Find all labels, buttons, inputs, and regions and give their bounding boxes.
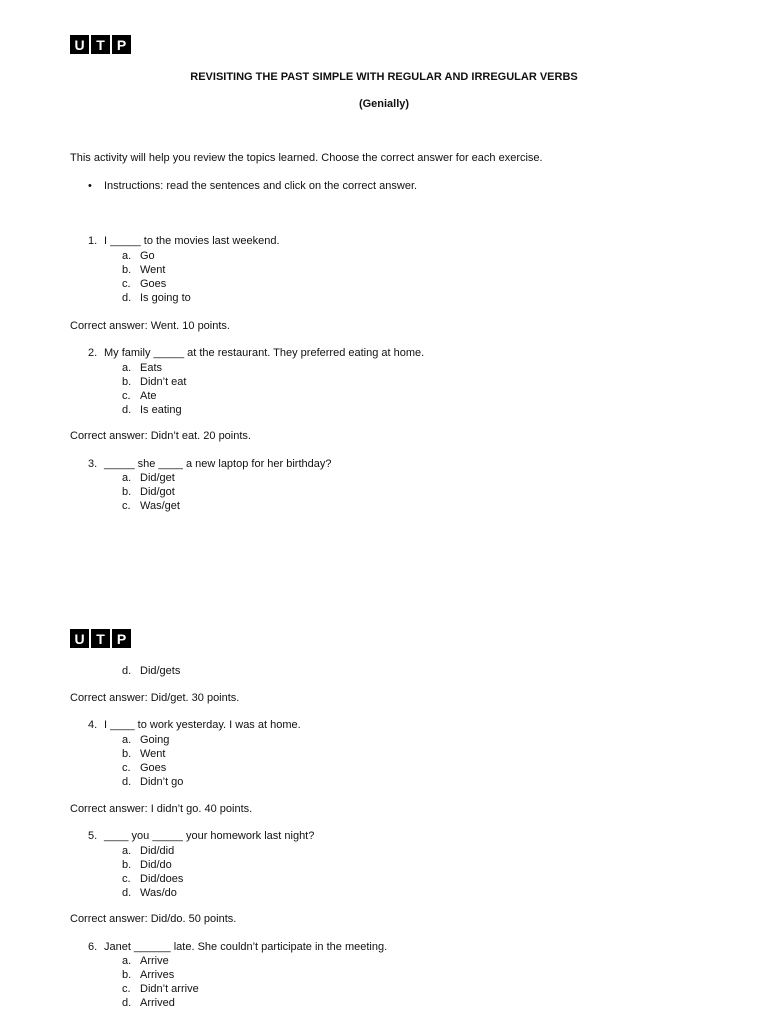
option-text: Did/does [140,873,184,885]
option-item[interactable] [122,954,199,968]
correct-answer-3: Correct answer: Did/get. 30 points. [70,692,240,704]
option-letter: c. [122,983,131,995]
correct-answer-2: Correct answer: Didn’t eat. 20 points. [70,430,251,442]
option-text: Goes [140,278,167,290]
question-number: 3. [88,458,98,470]
question-text: Janet ______ late. She couldn’t participate in the meeting. [104,941,388,953]
option-text: Arrived [140,997,175,1009]
question-text: My family _____ at the restaurant. They preferred eating at home. [104,347,425,359]
correct-answer-5: Correct answer: Did/do. 50 points. [70,913,237,925]
option-letter: d. [122,665,132,677]
option-item[interactable] [122,499,180,513]
option-item[interactable] [122,249,191,263]
option-letter: a. [122,472,132,484]
options-list-1 [122,249,191,305]
logo-letter: U [70,629,89,648]
option-item[interactable] [122,277,191,291]
option-text: Was/do [140,887,177,899]
option-text: Did/gets [140,665,181,677]
option-item[interactable] [122,263,191,277]
option-item[interactable] [122,886,183,900]
option-letter: c. [122,390,131,402]
logo-letter: P [112,629,131,648]
option-item[interactable] [122,982,199,996]
option-item[interactable] [122,664,180,678]
question-number: 2. [88,347,98,359]
option-item[interactable] [122,375,186,389]
question-number: 6. [88,941,98,953]
option-item[interactable] [122,361,186,375]
option-text: Didn’t eat [140,376,187,388]
logo-letter: P [112,35,131,54]
question-text: ____ you _____ your homework last night? [104,830,315,842]
option-letter: c. [122,762,131,774]
utp-logo [70,35,131,54]
options-list-2 [122,361,186,417]
option-text: Went [140,264,166,276]
option-item[interactable] [122,485,180,499]
option-letter: b. [122,859,132,871]
question-text: I ____ to work yesterday. I was at home. [104,719,301,731]
option-item[interactable] [122,996,199,1010]
question-6 [88,941,387,953]
logo-letter: T [91,629,110,648]
option-item[interactable] [122,389,186,403]
option-letter: b. [122,486,132,498]
option-letter: d. [122,292,132,304]
options-list-3 [122,471,180,513]
option-letter: d. [122,887,132,899]
option-letter: c. [122,500,131,512]
question-text: I _____ to the movies last weekend. [104,235,280,247]
options-list-5 [122,844,183,900]
option-letter: a. [122,362,132,374]
option-text: Arrives [140,969,175,981]
option-letter: c. [122,873,131,885]
question-4 [88,719,301,731]
option-text: Went [140,748,166,760]
option-letter: d. [122,404,132,416]
option-text: Going [140,734,170,746]
question-number: 5. [88,830,98,842]
option-text: Did/got [140,486,175,498]
question-text: _____ she ____ a new laptop for her birthday? [104,458,332,470]
bullet-icon: • [88,180,92,192]
utp-logo [70,629,131,648]
options-list-6 [122,954,199,1010]
option-text: Is eating [140,404,182,416]
option-letter: c. [122,278,131,290]
question-5 [88,830,314,842]
option-text: Did/do [140,859,172,871]
option-item[interactable] [122,733,183,747]
option-text: Did/get [140,472,175,484]
option-item[interactable] [122,403,186,417]
option-letter: b. [122,264,132,276]
option-text: Didn’t go [140,776,184,788]
logo-letter: T [91,35,110,54]
option-text: Goes [140,762,167,774]
option-text: Is going to [140,292,191,304]
document-title: REVISITING THE PAST SIMPLE WITH REGULAR AND IRREGULAR VERBS [190,71,578,83]
option-letter: a. [122,734,132,746]
option-item[interactable] [122,747,183,761]
option-letter: d. [122,776,132,788]
option-item[interactable] [122,844,183,858]
question-2 [88,347,424,359]
option-letter: a. [122,845,132,857]
options-list-3-continued [122,664,180,678]
option-letter: b. [122,748,132,760]
document-subtitle: (Genially) [358,98,410,110]
option-text: Arrive [140,955,169,967]
option-letter: b. [122,969,132,981]
option-item[interactable] [122,471,180,485]
option-letter: a. [122,955,132,967]
question-number: 4. [88,719,98,731]
question-3 [88,458,332,470]
option-text: Ate [140,390,157,402]
option-text: Was/get [140,500,180,512]
question-1 [88,235,280,247]
option-item[interactable] [122,291,191,305]
instructions-text: Instructions: read the sentences and click on the correct answer. [104,180,418,192]
option-item[interactable] [122,968,199,982]
correct-answer-1: Correct answer: Went. 10 points. [70,320,230,332]
logo-letter: U [70,35,89,54]
option-letter: d. [122,997,132,1009]
question-number: 1. [88,235,98,247]
option-letter: b. [122,376,132,388]
correct-answer-4: Correct answer: I didn’t go. 40 points. [70,803,253,815]
option-text: Go [140,250,155,262]
option-item[interactable] [122,761,183,775]
option-text: Did/did [140,845,175,857]
option-item[interactable] [122,858,183,872]
option-letter: a. [122,250,132,262]
options-list-4 [122,733,183,789]
option-text: Didn’t arrive [140,983,199,995]
option-text: Eats [140,362,163,374]
option-item[interactable] [122,872,183,886]
intro-paragraph: This activity will help you review the topics learned. Choose the correct answer for each exercise. [70,152,543,164]
option-item[interactable] [122,775,183,789]
